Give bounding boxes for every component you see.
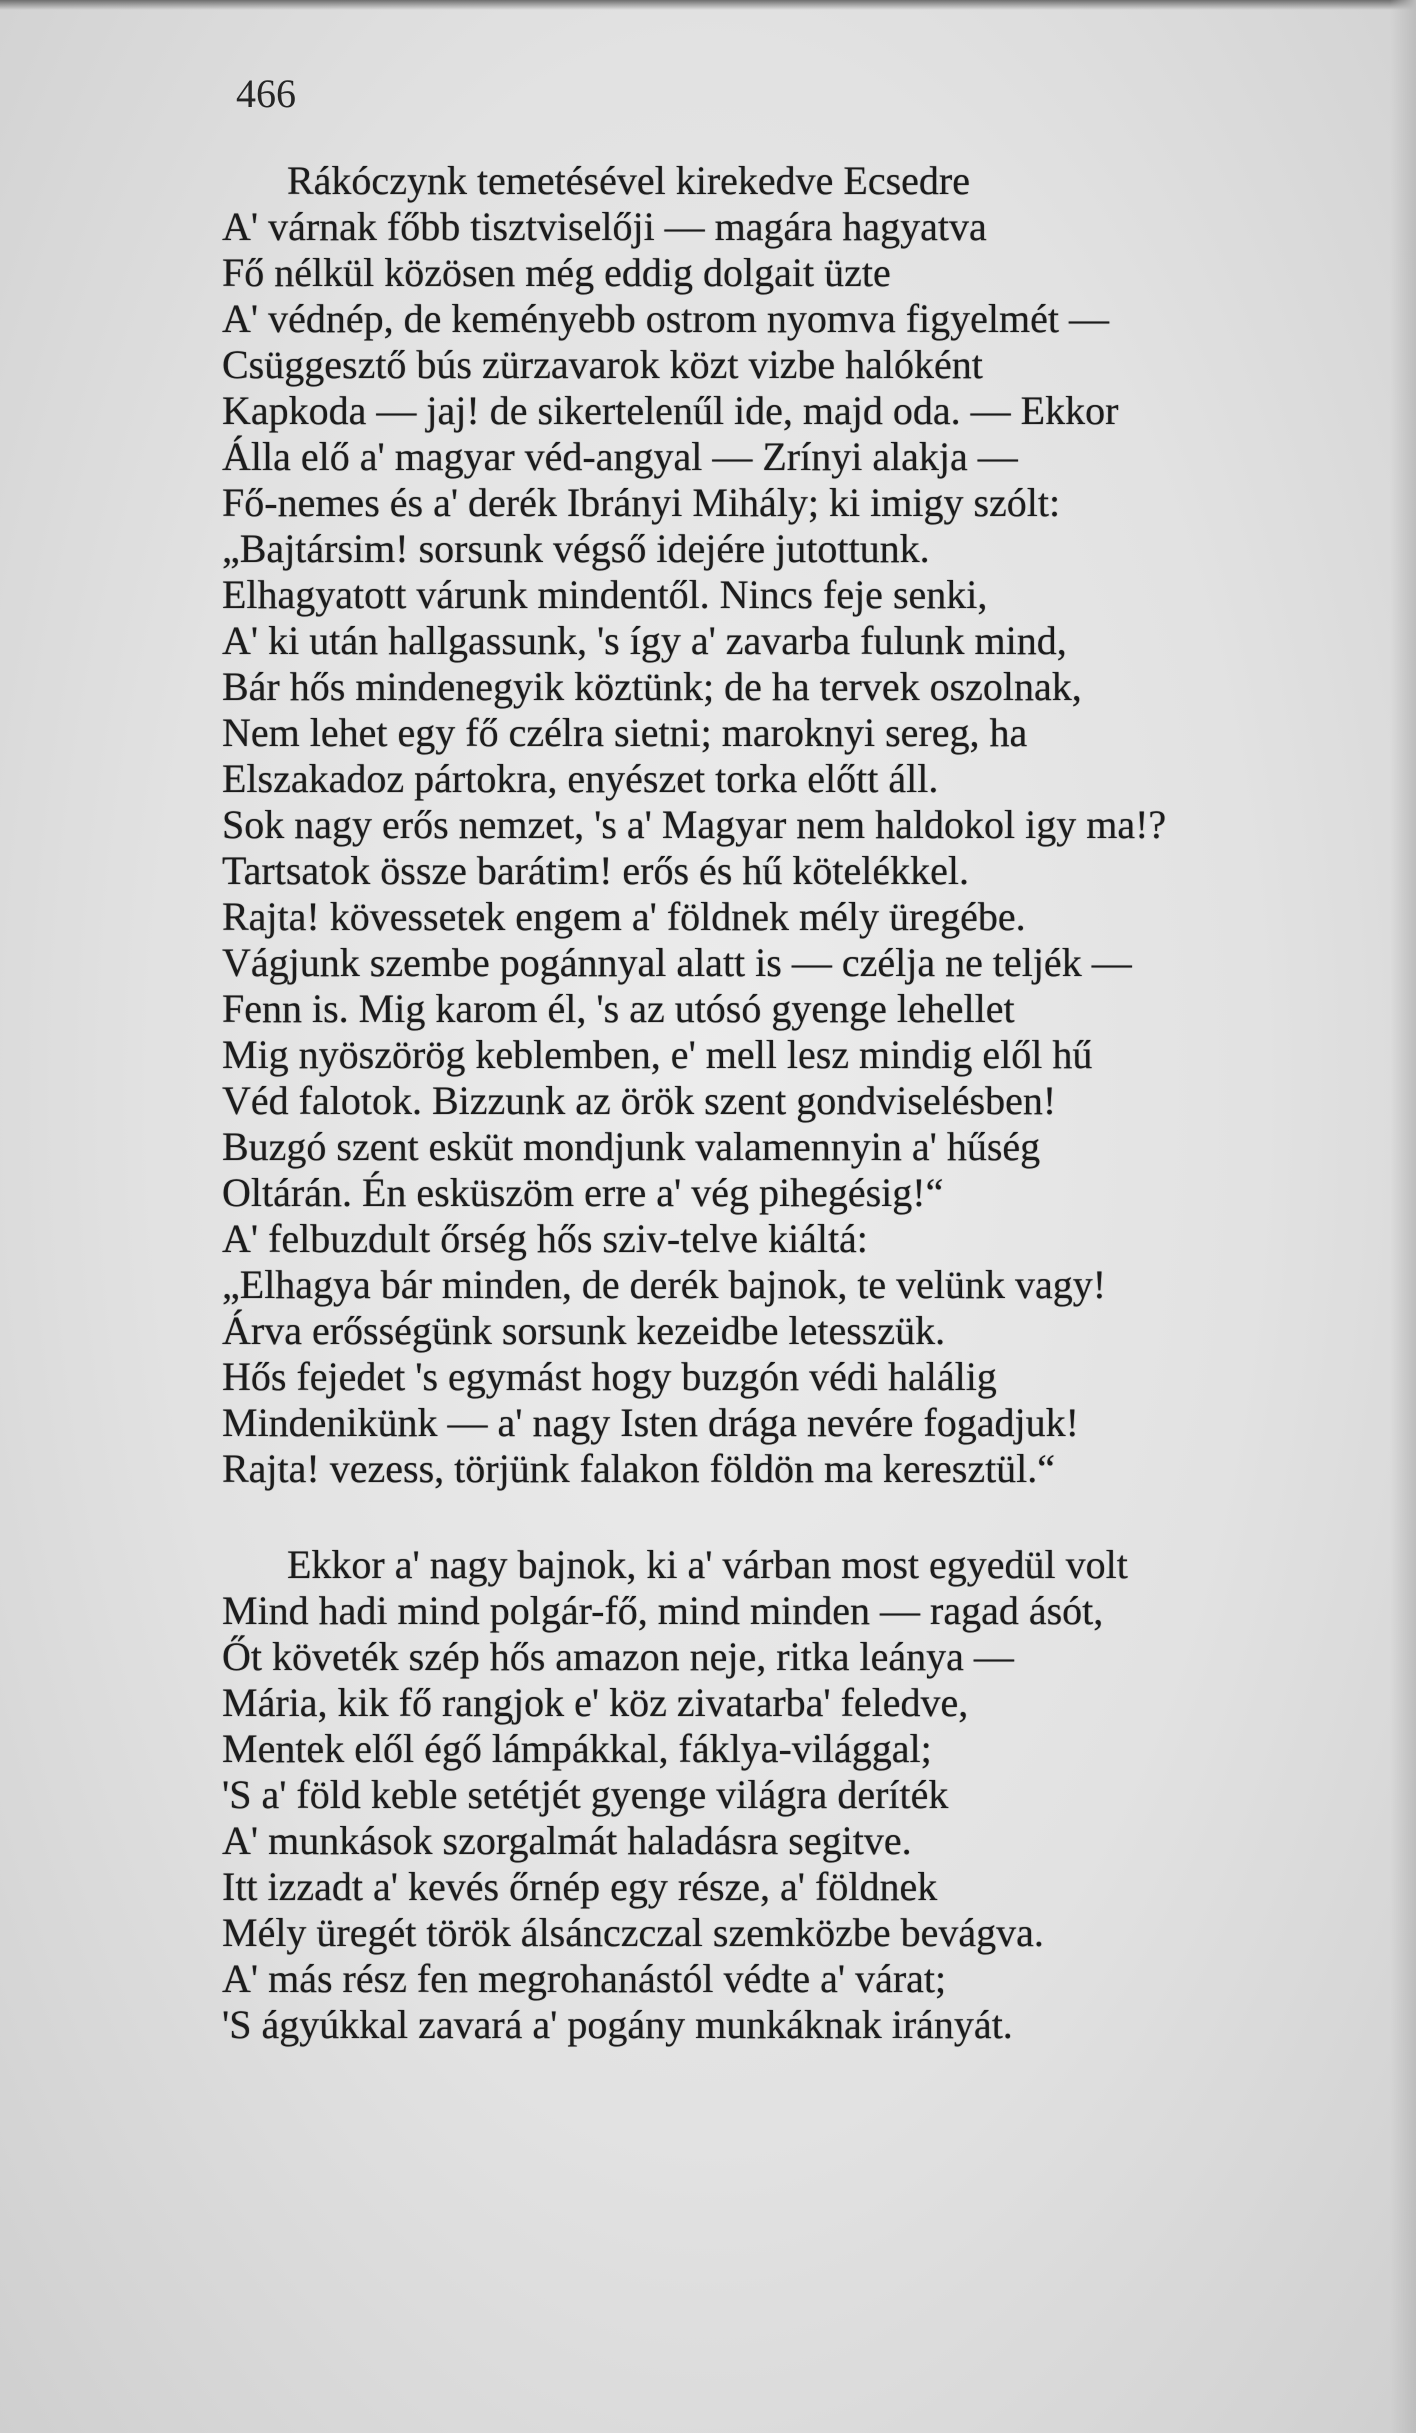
verse-line: Itt izzadt a' kevés őrnép egy része, a' földnek (222, 1864, 938, 1909)
poem-text (222, 158, 1362, 2048)
page-number: 466 (236, 71, 296, 116)
verse-line: Mig nyöszörög keblemben, e' mell lesz mindig elől hű (222, 1032, 1093, 1077)
verse-line: Nem lehet egy fő czélra sietni; maroknyi sereg, ha (222, 710, 1028, 755)
verse-line: Árva erősségünk sorsunk kezeidbe letesszük. (222, 1308, 946, 1353)
verse-line: Álla elő a' magyar véd-angyal — Zrínyi alakja — (222, 434, 1018, 479)
verse-line: Mária, kik fő rangjok e' köz zivatarba' feledve, (222, 1680, 969, 1725)
verse-line: Oltárán. Én esküszöm erre a' vég pihegésig!“ (222, 1170, 944, 1215)
verse-line: Buzgó szent esküt mondjunk valamennyin a' hűség (222, 1124, 1041, 1169)
verse-line: „Bajtársim! sorsunk végső idejére jutottunk. (222, 526, 930, 571)
verse-line: Vágjunk szembe pogánnyal alatt is — czélja ne teljék — (222, 940, 1132, 985)
verse-line: Rajta! kövessetek engem a' földnek mély üregébe. (222, 894, 1026, 939)
verse-line: A' védnép, de keményebb ostrom nyomva figyelmét — (222, 296, 1109, 341)
verse-line: Hős fejedet 's egymást hogy buzgón védi halálig (222, 1354, 997, 1399)
page-right-edge (1390, 0, 1416, 2433)
verse-line: 'S a' föld keble setétjét gyenge világra deríték (222, 1772, 949, 1817)
stanza-1 (222, 158, 1362, 1492)
verse-line: „Elhagya bár minden, de derék bajnok, te velünk vagy! (222, 1262, 1107, 1307)
verse-line: Elszakadoz pártokra, enyészet torka előtt áll. (222, 756, 939, 801)
verse-line: Mindenikünk — a' nagy Isten drága nevére fogadjuk! (222, 1400, 1079, 1445)
verse-line: Rákóczynk temetésével kirekedve Ecsedre (287, 158, 971, 203)
verse-line: Fenn is. Mig karom él, 's az utósó gyenge lehellet (222, 986, 1015, 1031)
verse-line: Kapkoda — jaj! de sikertelenűl ide, majd oda. — Ekkor (222, 388, 1119, 433)
verse-line: Csüggesztő bús zürzavarok közt vizbe halóként (222, 342, 983, 387)
verse-line: A' ki után hallgassunk, 's így a' zavarba fulunk mind, (222, 618, 1067, 663)
verse-line: Rajta! vezess, törjünk falakon földön ma keresztül.“ (222, 1446, 1056, 1491)
verse-line: A' munkások szorgalmát haladásra segitve. (222, 1818, 912, 1863)
verse-line: Mentek elől égő lámpákkal, fáklya-világgal; (222, 1726, 932, 1771)
verse-line: Mind hadi mind polgár-fő, mind minden — ragad ásót, (222, 1588, 1104, 1633)
stanza-gap (222, 1492, 1362, 1542)
verse-line: Őt követék szép hős amazon neje, ritka leánya — (222, 1634, 1014, 1679)
verse-line: A' felbuzdult őrség hős sziv-telve kiáltá: (222, 1216, 868, 1261)
verse-line: Ekkor a' nagy bajnok, ki a' várban most egyedül volt (287, 1542, 1128, 1587)
verse-line: Fő nélkül közösen még eddig dolgait üzte (222, 250, 891, 295)
verse-line: Véd falotok. Bizzunk az örök szent gondviselésben! (222, 1078, 1057, 1123)
verse-line: Sok nagy erős nemzet, 's a' Magyar nem haldokol igy ma!? (222, 802, 1167, 847)
stanza-2 (222, 1542, 1362, 2048)
verse-line: 'S ágyúkkal zavará a' pogány munkáknak irányát. (222, 2002, 1013, 2047)
verse-line: Fő-nemes és a' derék Ibrányi Mihály; ki imigy szólt: (222, 480, 1061, 525)
page-top-shadow (0, 0, 1416, 10)
verse-line: Bár hős mindenegyik köztünk; de ha tervek oszolnak, (222, 664, 1082, 709)
verse-line: Mély üregét török álsánczczal szemközbe bevágva. (222, 1910, 1044, 1955)
verse-line: A' más rész fen megrohanástól védte a' várat; (222, 1956, 947, 2001)
verse-line: Tartsatok össze barátim! erős és hű kötelékkel. (222, 848, 969, 893)
verse-line: A' várnak főbb tisztviselőji — magára hagyatva (222, 204, 987, 249)
verse-line: Elhagyatott várunk mindentől. Nincs feje senki, (222, 572, 988, 617)
